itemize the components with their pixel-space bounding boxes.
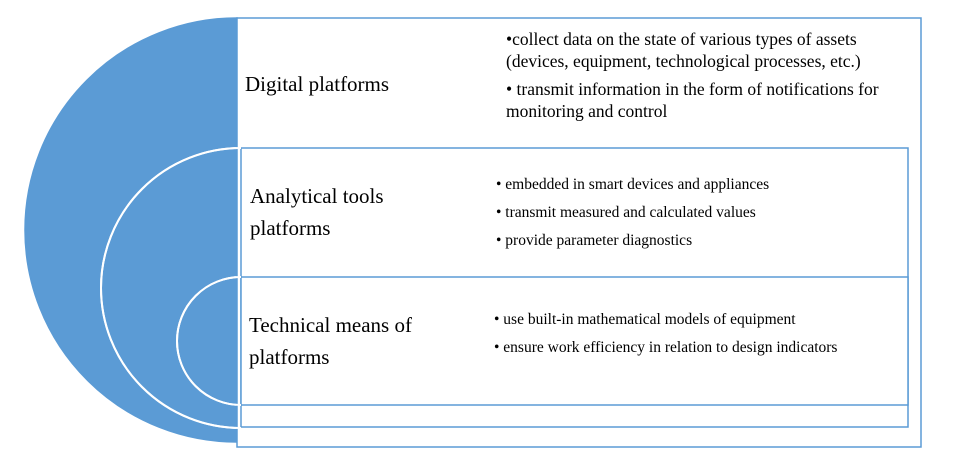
level-3-bullets — [494, 310, 894, 366]
level-1-bullet: • transmit information in the form of notifications for monitoring and control — [506, 79, 879, 121]
level-2-label: Analytical tools platforms — [250, 184, 384, 240]
level-2-bullet: • transmit measured and calculated values — [496, 204, 756, 221]
level-2-bullet: • provide parameter diagnostics — [496, 232, 693, 249]
level-3-label: Technical means of platforms — [249, 313, 412, 369]
level-1-bullet: •collect data on the state of various types of assets (devices, equipment, technological processes, etc.) — [506, 29, 861, 71]
level-1-bullets — [506, 28, 896, 128]
level-3-bullet: • use built-in mathematical models of equipment — [494, 311, 796, 328]
level-2-bullet: • embedded in smart devices and appliances — [496, 176, 770, 193]
level-2-bullets — [496, 175, 896, 259]
level-3-bullet: • ensure work efficiency in relation to design indicators — [494, 339, 838, 356]
level-1-label: Digital platforms — [245, 72, 390, 96]
